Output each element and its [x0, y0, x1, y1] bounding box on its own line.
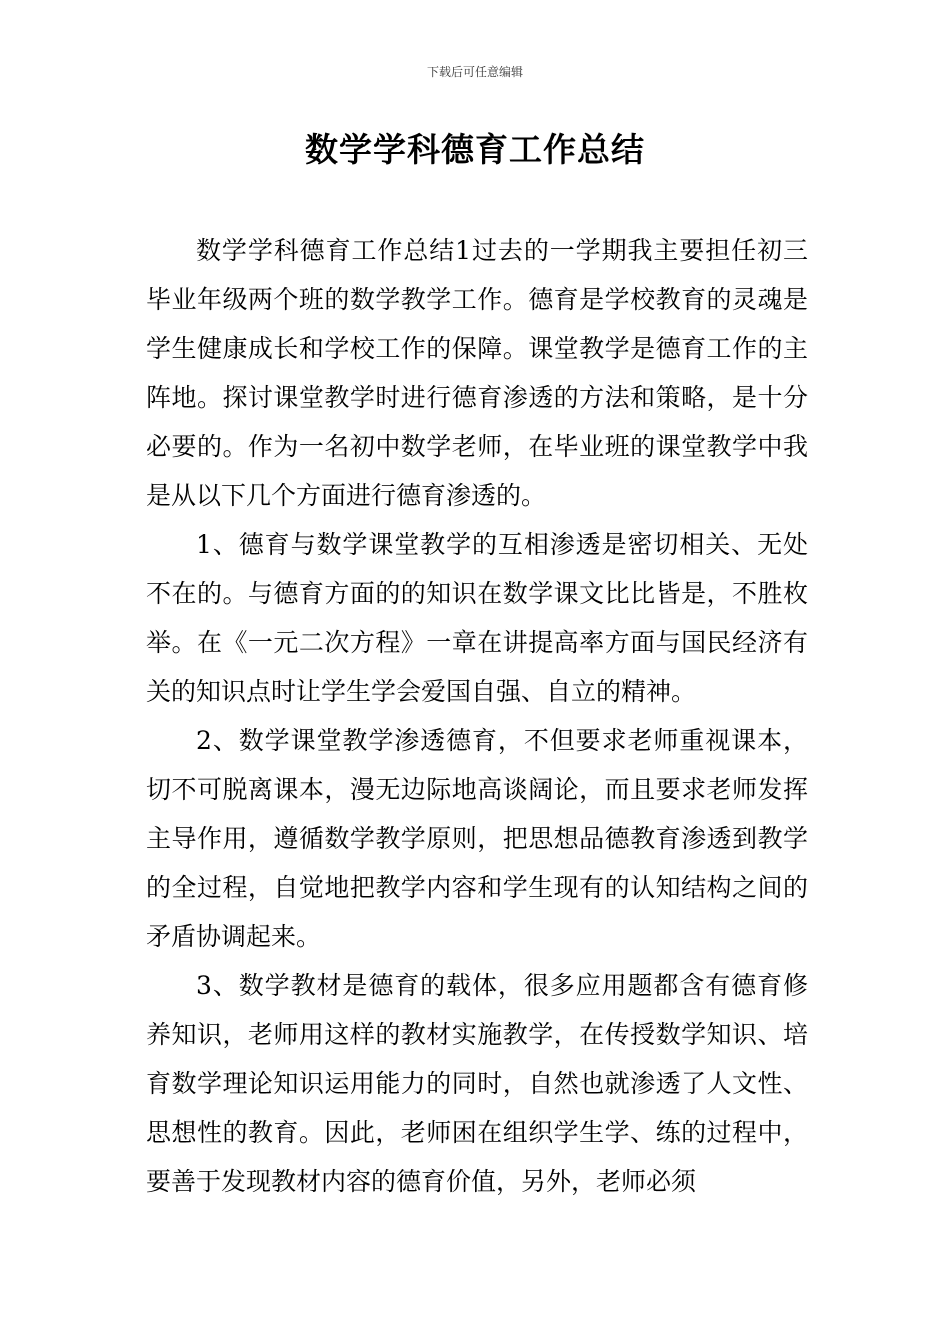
- header-note: 下载后可任意编辑: [426, 65, 523, 79]
- paragraph-point-3: 3、数学教材是德育的载体，很多应用题都含有德育修养知识，老师用这样的教材实施教学，在传授数学知识、培育数学理论知识运用能力的同时，自然也就渗透了人文性、思想性的教育。因此，老师困在组织学生学、练的过程中，要善于发现教材内容的德育价值，另外，老师必须: [146, 971, 808, 1196]
- document-body: [146, 226, 808, 1206]
- document-title: 数学学科德育工作总结: [305, 130, 645, 169]
- paragraph-point-1: 1、德育与数学课堂教学的互相渗透是密切相关、无处不在的。与德育方面的的知识在数学课文比比皆是，不胜枚举。在《一元二次方程》一章在讲提高率方面与国民经济有关的知识点时让学生学会爱国自强、自立的精神。: [146, 530, 808, 706]
- paragraph-intro: 数学学科德育工作总结1过去的一学期我主要担任初三毕业年级两个班的数学教学工作。德育是学校教育的灵魂是学生健康成长和学校工作的保障。课堂教学是德育工作的主阵地。探讨课堂教学时进行德育渗透的方法和策略，是十分必要的。作为一名初中数学老师，在毕业班的课堂教学中我是从以下几个方面进行德育渗透的。: [146, 236, 808, 510]
- paragraph-point-2: 2、数学课堂教学渗透德育，不但要求老师重视课本，切不可脱离课本，漫无边际地高谈阔论，而且要求老师发挥主导作用，遵循数学教学原则，把思想品德教育渗透到教学的全过程，自觉地把教学内容和学生现有的认知结构之间的矛盾协调起来。: [146, 726, 808, 951]
